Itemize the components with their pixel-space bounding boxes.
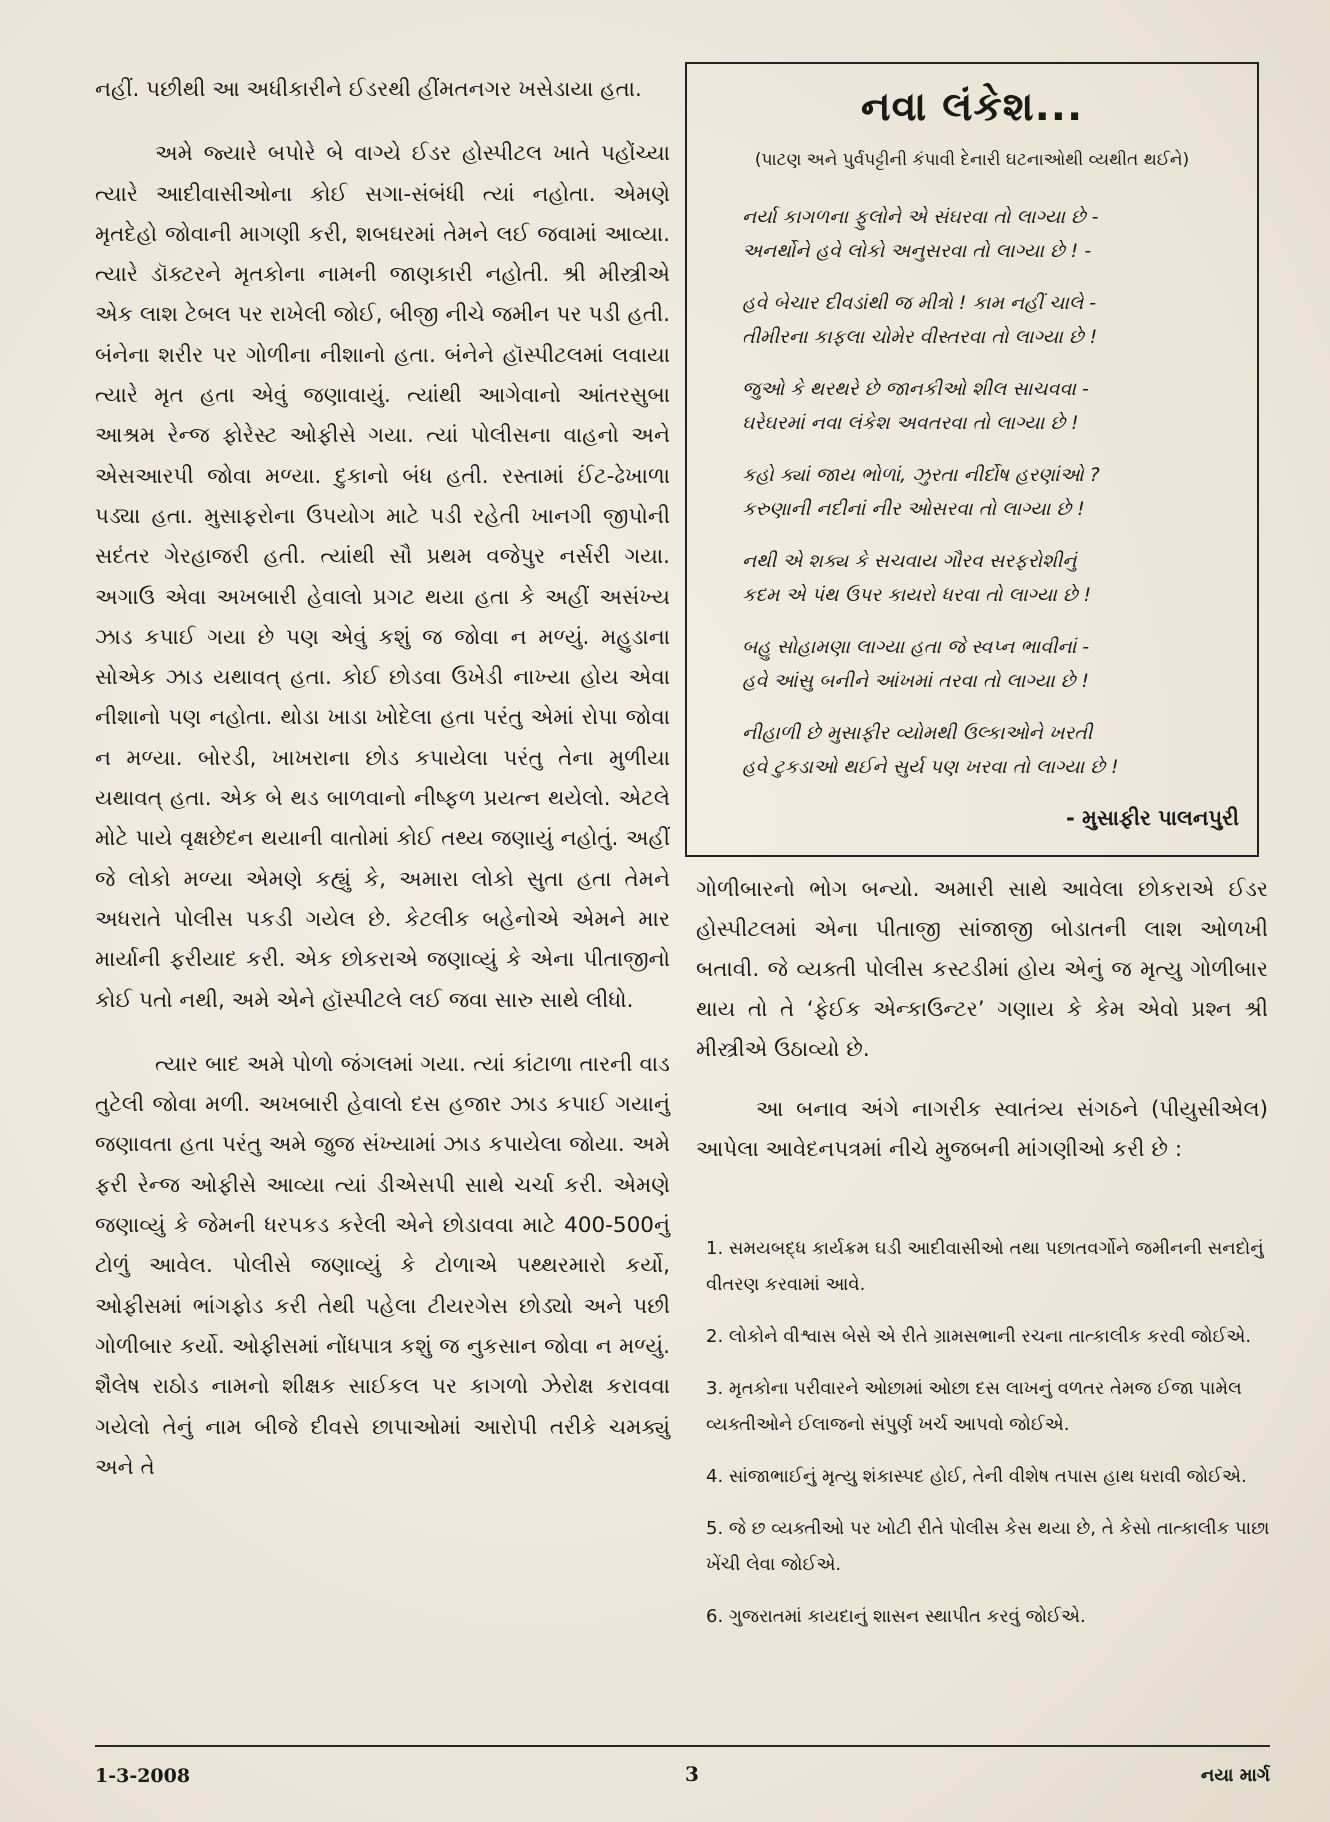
poem-line: કદમ એ પંથ ઉપર કાયરો ધરવા તો લાગ્યા છે ! [742,584,1092,606]
poem-line: હવે આંસુ બનીને આંખમાં તરવા તો લાગ્યા છે ! [742,670,1089,692]
article-paragraph: ગોળીબારનો ભોગ બન્યો. અમારી સાથે આવેલા છોકરાએ ઈડર હોસ્પીટલમાં એના પીતાજી સાંજાજી બોડાતની લાશ ઓળખી બતાવી. જે વ્યક્તી પોલીસ કસ્ટડીમાં હોય એનું જ મૃત્યુ ગોળીબાર થાય તો તે ‘ફેઈક એન્કાઉન્ટર’ ગણાય કે કેમ એવો પ્રશ્ન શ્રી મીસ્ત્રીએ ઉઠાવ્યો છે. [696,877,1268,1062]
poem-stanza [742,544,1242,612]
poem-author: - મુસાફીર પાલનપુરી [1066,806,1239,830]
demands-list [706,1231,1271,1651]
article-paragraph: નહીં. પછીથી આ અધીકારીને ઈડરથી હીંમતનગર ખસેડાયા હતા. [95,77,642,102]
footer-divider [95,1745,1270,1747]
demand-item: 2. લોકોને વીશ્વાસ બેસે એ રીતે ગ્રામસભાની રચના તાત્કાલીક કરવી જોઈએ. [706,1326,1252,1347]
poem-stanza [742,630,1242,698]
demand-item: 6. ગુજરાતમાં કાયદાનું શાસન સ્થાપીત કરવું જોઈએ. [706,1606,1086,1627]
demand-item: 1. સમયબદ્ધ કાર્યક્રમ ઘડી આદીવાસીઓ તથા પછાતવર્ગોને જમીનની સનદોનું વીતરણ કરવામાં આવે. [706,1238,1264,1295]
poem-stanza [742,716,1242,784]
poem-line: હવે બેચાર દીવડાંથી જ મીત્રો ! કામ નહીં ચાલે - [742,292,1097,314]
poem-stanza [742,372,1242,440]
article-paragraph: ત્યાર બાદ અમે પોળો જંગલમાં ગયા. ત્યાં કાંટાળા તારની વાડ તુટેલી જોવા મળી. અખબારી હેવાલો દસ હજાર ઝાડ કપાઈ ગયાનું જણાવતા હતા પરંતુ અમે જુજ સંખ્યામાં ઝાડ કપાયેલા જોયા. અમે ફરી રેન્જ ઓફીસે આવ્યા ત્યાં ડીએસપી સાથે ચર્ચા કરી. એમણે જણાવ્યું કે જેમની ધરપકડ કરેલી એને છોડાવવા માટે 400-500નું ટોળું આવેલ. પોલીસે જણાવ્યું કે ટોળાએ પથ્થરમારો કર્યો, ઓફીસમાં ભાંગફોડ કરી તેથી પહેલા ટીયરગેસ છોડ્યો અને પછી ગોળીબાર કર્યો. ઓફીસમાં નોંધપાત્ર કશું જ નુકસાન જોવા ન મળ્યું. શૈલેષ રાઠોડ નામનો શીક્ષક સાઈકલ પર કાગળો ઝેરોક્ષ કરાવવા ગયેલો તેનું નામ બીજે દીવસે છાપાઓમાં આરોપી તરીકે ચમક્યું અને તે [95,1051,671,1480]
poem-subtitle: (પાટણ અને પુર્વપટ્ટીની કંપાવી દેનારી ઘટનાઓથી વ્યથીત થઈને) [754,150,1190,170]
footer-date: 1-3-2008 [95,1765,191,1787]
poem-line: બહુ સોહામણા લાગ્યા હતા જે સ્વપ્ન ભાવીનાં - [742,636,1090,658]
right-article-column [696,870,1268,1170]
article-paragraph: અમે જ્યારે બપોરે બે વાગ્યે ઈડર હોસ્પીટલ ખાતે પહોંચ્યા ત્યારે આદીવાસીઓના કોઈ સગા-સંબંધી ત્યાં નહોતા. એમણે મૃતદેહો જોવાની માગણી કરી, શબઘરમાં તેમને લઈ જવામાં આવ્યા. ત્યારે ડૉક્ટરને મૃતકોના નામની જાણકારી નહોતી. શ્રી મીસ્ત્રીએ એક લાશ ટેબલ પર રાખેલી જોઈ, બીજી નીચે જમીન પર પડી હતી. બંનેના શરીર પર ગોળીના નીશાનો હતા. બંનેને હૉસ્પીટલમાં લવાયા ત્યારે મૃત હતા એવું જણાવાયું. ત્યાંથી આગેવાનો આંતરસુબા આશ્રમ રેન્જ ફોરેસ્ટ ઓફીસે ગયા. ત્યાં પોલીસના વાહનો અને એસઆરપી જોવા મળ્યા. દુકાનો બંધ હતી. રસ્તામાં ઈંટ-ઢેખાળા પડ્યા હતા. મુસાફરોના ઉપયોગ માટે પડી રહેતી ખાનગી જીપોની સદંતર ગેરહાજરી હતી. ત્યાંથી સૌ પ્રથમ વજેપુર નર્સરી ગયા. અગાઉ એવા અખબારી હેવાલો પ્રગટ થયા હતા કે અહીં અસંખ્ય ઝાડ કપાઈ ગયા છે પણ એવું કશું જ જોવા ન મળ્યું. મહુડાના સોએક ઝાડ યથાવત્ હતા. કોઈ છોડવા ઉખેડી નાખ્યા હોય એવા નીશાનો પણ નહોતા. થોડા ખાડા ખોદેલા હતા પરંતુ એમાં રોપા જોવા ન મળ્યા. બોરડી, ખાખરાના છોડ કપાયેલા પરંતુ તેના મુળીયા યથાવત્ હતા. એક બે થડ બાળવાનો નીષ્ફળ પ્રયત્ન થયેલો. એટલે મોટે પાયે વૃક્ષછેદન થયાની વાતોમાં કોઈ તથ્ય જણાયું નહોતું. અહીં જે લોકો મળ્યા એમણે કહ્યું કે, અમારા લોકો સુતા હતા તેમને અધરાતે પોલીસ પકડી ગયેલ છે. કેટલીક બહેનોએ એમને માર માર્યાની ફરીયાદ કરી. એક છોકરાએ જણાવ્યું કે એના પીતાજીનો કોઈ પતો નથી, અમે એને હૉસ્પીટલે લઈ જવા સારુ સાથે લીધો. [95,141,670,1013]
poem-stanza [742,458,1242,526]
poem-line: જુઓ કે થરથરે છે જાનકીઓ શીલ સાચવવા - [742,378,1089,400]
article-paragraph: આ બનાવ અંગે નાગરીક સ્વાતંત્ર્ય સંગઠને (પીયુસીએલ) આપેલા આવેદનપત્રમાં નીચે મુજબની માંગણીઓ કરી છે : [696,1097,1268,1162]
magazine-name: નયા માર્ગ [1200,1765,1270,1786]
poem-line: નથી એ શક્ય કે સચવાય ગૌરવ સરફરોશીનું [742,550,1077,572]
poem-stanza [742,286,1242,354]
poem-line: નીહાળી છે મુસાફીર વ્યોમથી ઉલ્કાઓને ખરતી [742,722,1093,744]
poem-box [685,62,1259,857]
poem-line: તીમીરના કાફલા ચોમેર વીસ્તરવા તો લાગ્યા છે ! [742,326,1098,348]
poem-line: નર્યા કાગળના ફુલોને એ સંઘરવા તો લાગ્યા છે - [742,206,1099,228]
poem-line: કરુણાની નદીનાં નીર ઓસરવા તો લાગ્યા છે ! [742,498,1085,520]
poem-line: હવે ટુકડાઓ થઈને સુર્ય પણ ખરવા તો લાગ્યા છે ! [742,756,1119,778]
page-number: 3 [685,1762,699,1786]
poem-line: કહો ક્યાં જાય ભોળાં, ઝુરતા નીર્દોષ હરણાંઓ ? [742,464,1100,486]
left-article-column [95,70,670,1488]
poem-line: ઘરેઘરમાં નવા લંકેશ અવતરવા તો લાગ્યા છે ! [742,412,1079,434]
poem-title: નવા લંકેશ... [860,84,1084,130]
demand-item: 3. મૃતકોના પરીવારને ઓછામાં ઓછા દસ લાખનું વળતર તેમજ ઈજા પામેલ વ્યક્તીઓને ઈલાજનો સંપુર્ણ ખર્ચ આપવો જોઈએ. [706,1378,1242,1435]
poem-stanza [742,200,1242,268]
poem-line: અનર્થોને હવે લોકો અનુસરવા તો લાગ્યા છે ! - [742,240,1092,262]
demand-item: 5. જે છ વ્યક્તીઓ પર ખોટી રીતે પોલીસ કેસ થયા છે, તે કેસો તાત્કાલીક પાછા ખેંચી લેવા જોઈએ. [706,1518,1270,1575]
demand-item: 4. સાંજાભાઈનું મૃત્યુ શંકાસ્પદ હોઈ, તેની વીશેષ તપાસ હાથ ધરાવી જોઈએ. [706,1466,1247,1487]
